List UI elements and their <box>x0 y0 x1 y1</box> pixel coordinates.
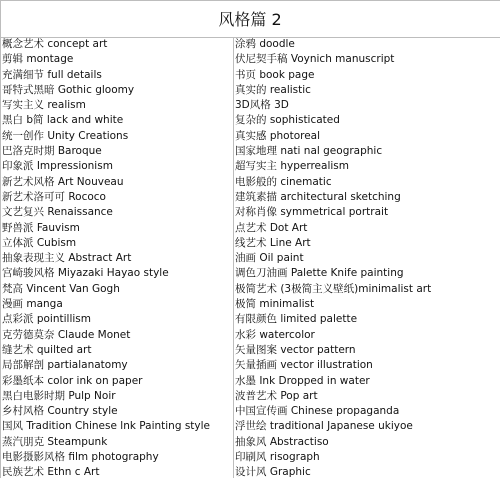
style-item: 印刷风 risograph <box>235 451 320 464</box>
style-item: 巴洛克时期 Baroque <box>2 145 102 158</box>
left-column <box>0 37 234 478</box>
style-item: 浮世绘 traditional Japanese ukiyoe <box>235 420 413 433</box>
style-item: 电影摄影风格 film photography <box>2 451 159 464</box>
style-item: 超写实主 hyperrealism <box>235 160 349 173</box>
style-item: 局部解剖 partialanatomy <box>2 359 128 372</box>
style-item: 真实感 photoreal <box>235 129 321 142</box>
style-item: 充满细节 full details <box>2 68 102 81</box>
style-item: 调色刀油画 Palette Knife painting <box>235 267 404 280</box>
style-item: 油画 Oil paint <box>235 252 304 265</box>
style-item: 有限颜色 limited palette <box>235 313 358 326</box>
style-item: 蒸汽朋克 Steampunk <box>2 435 108 448</box>
style-item: 波普艺术 Pop art <box>235 389 318 402</box>
style-item: 水彩 watercolor <box>235 328 315 341</box>
style-item: 伏尼契手稿 Voynich manuscript <box>235 53 395 66</box>
right-column <box>234 37 500 478</box>
style-item: 3D风格 3D <box>235 99 289 112</box>
style-item: 抽象风 Abstractiso <box>235 435 329 448</box>
style-item: 野兽派 Fauvism <box>2 221 80 234</box>
style-item: 线艺术 Line Art <box>235 236 311 249</box>
style-item: 真实的 realistic <box>235 83 311 96</box>
style-item: 民族艺术 Ethn c Art <box>2 466 100 478</box>
style-item: 黑白 b简 lack and white <box>2 114 124 127</box>
style-item: 统一创作 Unity Creations <box>2 129 129 142</box>
style-item: 国风 Tradition Chinese lnk Painting style <box>2 420 211 433</box>
style-item: 对称肖像 symmetrical portrait <box>235 206 389 219</box>
style-item: 哥特式黑暗 Gothic gloomy <box>2 83 135 96</box>
style-item: 剪辑 montage <box>2 53 74 66</box>
style-item: 矢量图案 vector pattern <box>235 343 356 356</box>
style-item: 梵高 Vincent Van Gogh <box>2 282 120 295</box>
style-item: 点彩派 pointillism <box>2 313 91 326</box>
style-item: 水墨 Ink Dropped in water <box>235 374 370 387</box>
style-item: 印象派 Impressionism <box>2 160 113 173</box>
style-item: 乡村风格 Country style <box>2 405 118 418</box>
style-item: 新艺术风格 Art Nouveau <box>2 175 124 188</box>
style-item: 极简 minimalist <box>235 298 315 311</box>
style-item: 新艺术洛可可 Rococo <box>2 190 106 203</box>
style-item: 建筑素描 architectural sketching <box>235 190 401 203</box>
style-item: 极简艺术 (3极简主义壁纸)minimalist art <box>235 282 432 295</box>
style-item: 立体派 Cubism <box>2 236 77 249</box>
style-item: 涂鸦 doodle <box>235 38 295 50</box>
style-item: 概念艺术 concept art <box>2 38 108 50</box>
style-item: 文艺复兴 Renaissance <box>2 206 113 219</box>
style-item: 克劳德莫奈 Claude Monet <box>2 328 131 341</box>
page-title: 风格篇 2 <box>0 0 500 38</box>
style-item: 黑白电影时期 Pulp Noir <box>2 389 116 402</box>
style-item: 设计风 Graphic <box>235 466 311 478</box>
style-item: 复杂的 sophisticated <box>235 114 340 127</box>
style-item: 国家地理 nati nal geographic <box>235 145 383 158</box>
style-item: 矢量插画 vector illustration <box>235 359 373 372</box>
style-item: 电影般的 cinematic <box>235 175 332 188</box>
style-item: 点艺术 Dot Art <box>235 221 308 234</box>
style-item: 宫崎骏风格 Miyazaki Hayao style <box>2 267 169 280</box>
style-item: 抽象表现主义 Abstract Art <box>2 252 132 265</box>
style-item: 漫画 manga <box>2 298 63 311</box>
style-item: 中国宣传画 Chinese propaganda <box>235 405 400 418</box>
style-item: 彩墨纸本 color ink on paper <box>2 374 143 387</box>
style-item: 缝艺术 quilted art <box>2 343 92 356</box>
style-item: 写实主义 realism <box>2 99 86 112</box>
style-item: 书页 book page <box>235 68 315 81</box>
